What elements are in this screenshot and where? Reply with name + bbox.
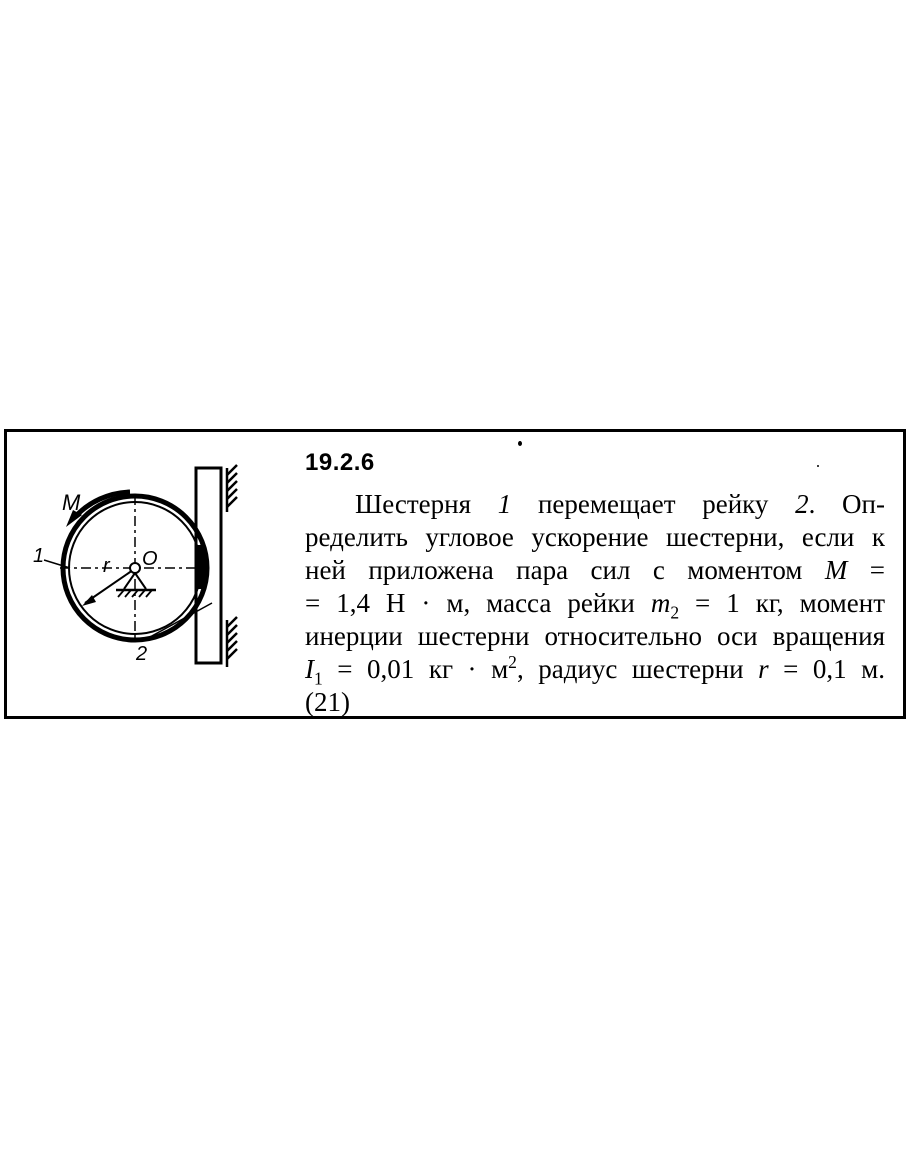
wall-hatching-top [227, 465, 237, 512]
text-segment: . Оп- [808, 489, 885, 519]
rack-number-label: 2 [136, 643, 148, 665]
moment-label: M [62, 490, 81, 515]
text-segment: Шестерня [355, 489, 498, 519]
text-segment: = 1 кг, момент [679, 588, 885, 618]
unit-superscript: 2 [508, 652, 517, 672]
radius-symbol: r [758, 654, 769, 684]
gear-leader-line [44, 560, 70, 568]
center-label: O [142, 548, 158, 570]
statement-line-2 [305, 521, 885, 554]
text-segment: инерции шестерни относительно оси вращения [305, 621, 885, 651]
mass-subscript: 2 [670, 602, 680, 623]
answer-value: (21) [305, 687, 350, 717]
moment-symbol: M [824, 555, 848, 585]
statement-line-4 [305, 587, 885, 623]
text-segment: перемещает рейку [511, 489, 796, 519]
text-segment: = 1,4 Н · м, масса рейки [305, 588, 651, 618]
pivot-point [130, 563, 140, 573]
wall-hatching-bottom [227, 617, 237, 667]
gear-rack-diagram [30, 455, 275, 680]
gear-number-label: 1 [33, 545, 45, 567]
statement-line-5 [305, 620, 885, 653]
statement-line-6 [305, 652, 885, 689]
statement-line-7 [305, 686, 885, 719]
gear-number-ref: 1 [497, 489, 512, 519]
statement-line-3 [305, 554, 885, 587]
contact-teeth [195, 545, 205, 589]
text-segment: = [847, 555, 885, 585]
inertia-subscript: 1 [314, 668, 323, 689]
text-segment: = 0,01 кг · м [322, 654, 509, 684]
text-segment: , радиус шестерни [516, 654, 759, 684]
mass-symbol: m [650, 588, 671, 618]
text-segment: ределить угловое ускорение шестерни, если к [305, 522, 885, 552]
radius-label: r [103, 555, 110, 577]
text-segment: ней приложена пара сил с моментом [305, 555, 825, 585]
inertia-symbol: I [305, 654, 314, 684]
problem-number: 19.2.6 [305, 449, 375, 476]
text-segment: = 0,1 м. [768, 654, 885, 684]
rack-number-ref: 2 [795, 489, 809, 519]
statement-line-1 [305, 488, 885, 521]
problem-statement [305, 488, 885, 719]
